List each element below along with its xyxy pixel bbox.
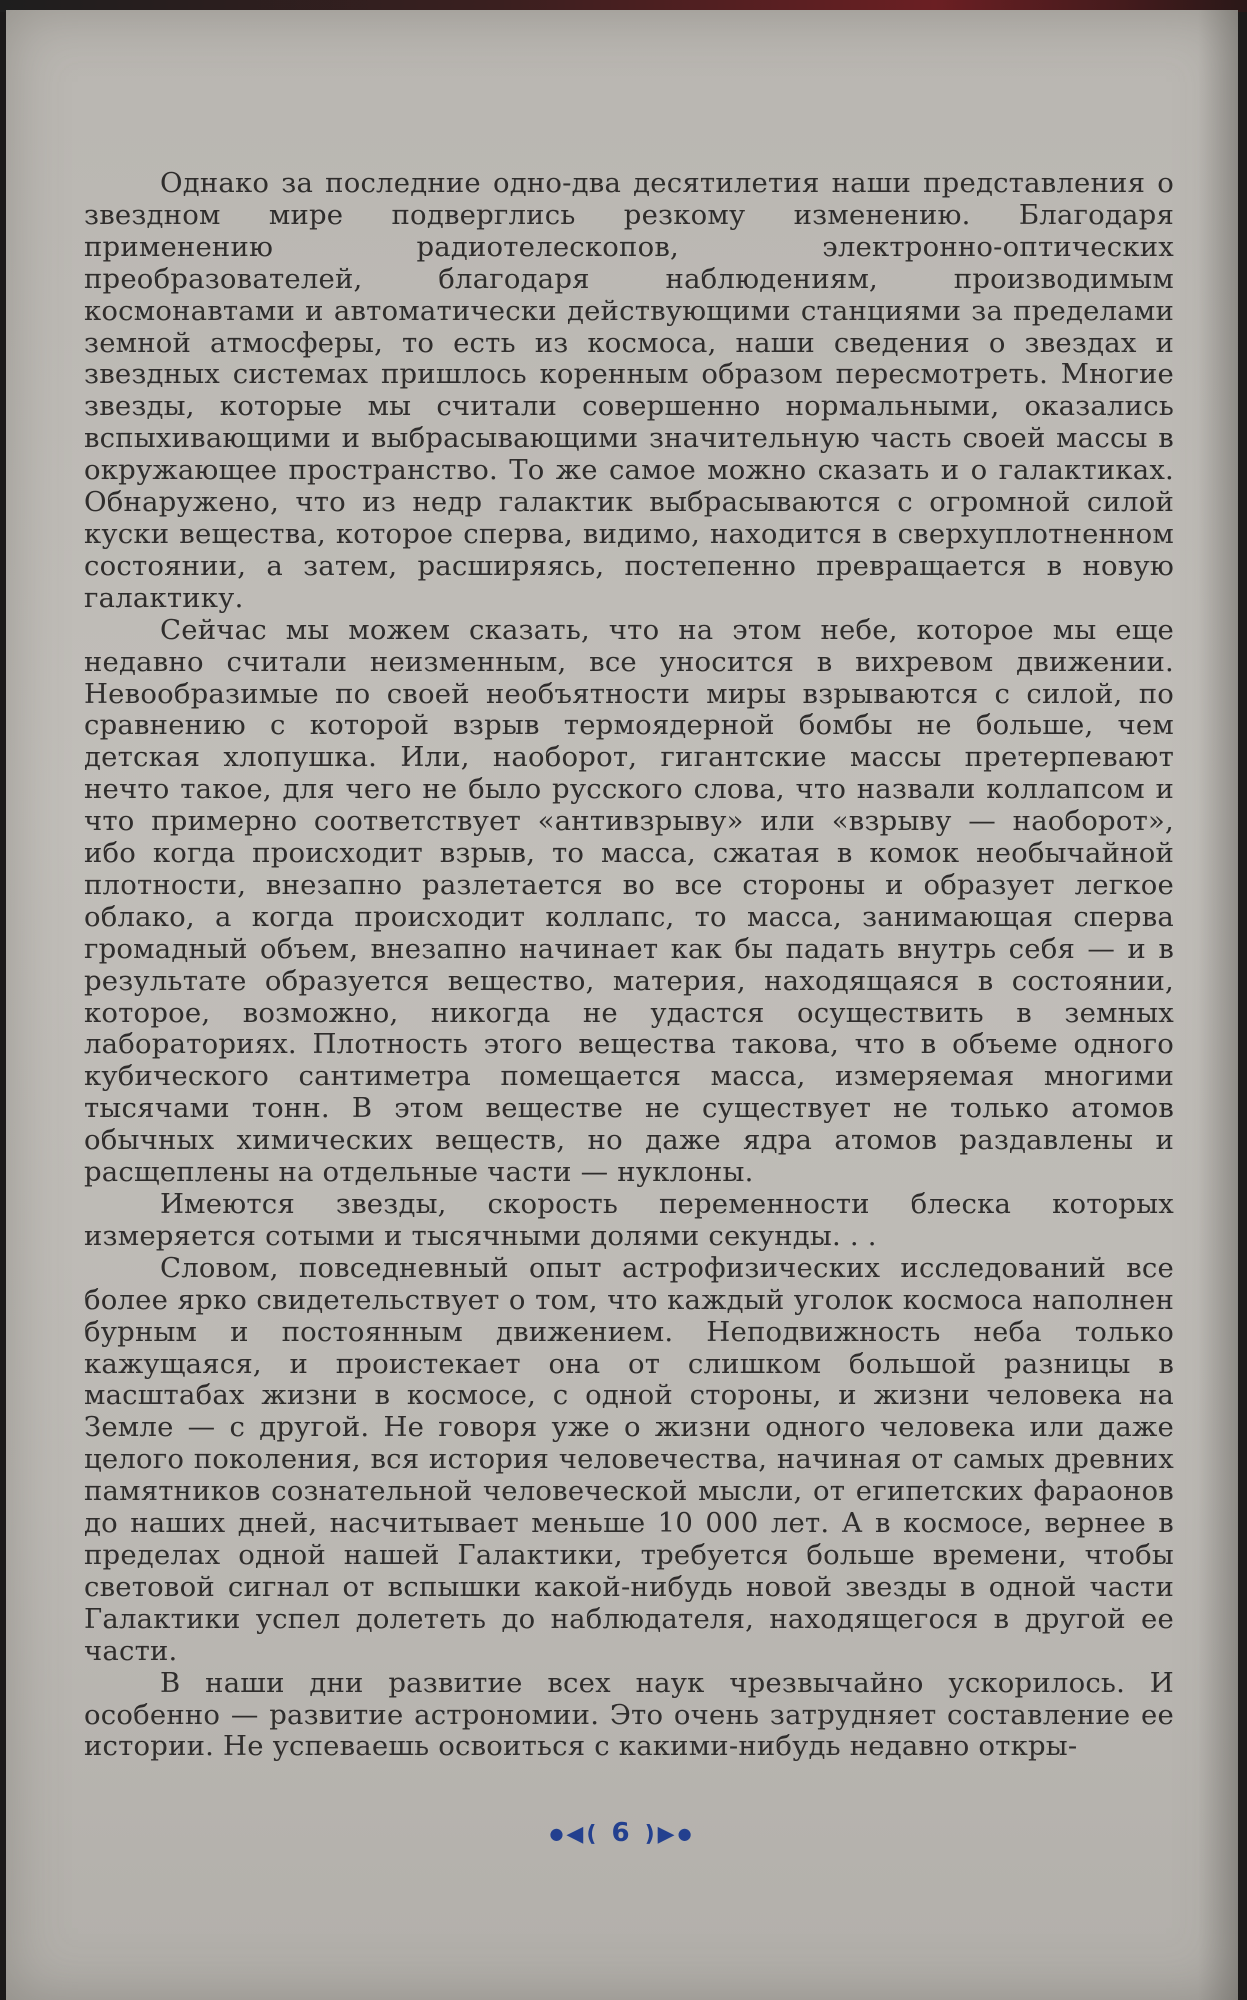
ornament-dot-left-icon: ● (549, 1824, 567, 1843)
ornament-dot-right-icon: ● (677, 1824, 695, 1843)
body-text (84, 168, 1174, 1763)
paragraph-1: Однако за последние одно-два десятилетия наши представления о звездном мире подверглись резкому изменению. Благодаря применению радиотелескопов, электронно-оптических преобразователей, благодаря наблюдениям, производимым космонавтами и автоматически действующими станциями за пределами земной атмосферы, то есть из космоса, наши сведения о звездах и звездных системах пришлось коренным образом пересмотреть. Многие звезды, которые мы считали совершенно нормальными, оказались вспыхивающими и выбрасывающими значительную часть своей массы в окружающее пространство. То же самое можно сказать и о галактиках. Обнаружено, что из недр галактик выбрасываются с огромной силой куски вещества, которое сперва, видимо, находится в сверхуплотненном состоянии, а затем, расширяясь, постепенно превращается в новую галактику. (84, 167, 1174, 614)
paragraph-5: В наши дни развитие всех наук чрезвычайно ускорилось. И особенно — развитие астрономии. Это очень затрудняет составление ее истории. Не успеваешь освоиться с какими-нибудь недавно откры- (84, 1666, 1174, 1763)
paragraph-3: Имеются звезды, скорость переменности блеска которых измеряется сотыми и тысячными долями секунды. . . (84, 1188, 1174, 1252)
page-shadow (1198, 10, 1238, 2000)
book-page (6, 10, 1238, 2000)
ornament-bracket-right-icon: )▶ (644, 1822, 678, 1847)
paragraph-4: Словом, повседневный опыт астрофизических исследований все более ярко свидетельствует о том, что каждый уголок космоса наполнен бурным и постоянным движением. Неподвижность неба только кажущаяся, и проистекает она от слишком большой разницы в масштабах жизни в космосе, с одной стороны, и жизни человека на Земле — с другой. Не говоря уже о жизни одного человека или даже целого поколения, вся история человечества, начиная от самых древних памятников сознательной человеческой мысли, от египетских фараонов до наших дней, насчитывает меньше 10 000 лет. А в космосе, вернее в пределах одной нашей Галактики, требуется больше времени, чтобы световой сигнал от вспышки какой-нибудь новой звезды в одной части Галактики успел долететь до наблюдателя, находящегося в другой ее части. (84, 1251, 1174, 1667)
page-number-ornament (6, 1818, 1238, 1848)
page-number: 6 (611, 1818, 633, 1848)
ornament-bracket-left-icon: ◀( (566, 1822, 600, 1847)
paragraph-2: Сейчас мы можем сказать, что на этом небе, которое мы еще недавно считали неизменным, все уносится в вихревом движении. Невообразимые по своей необъятности миры взрываются с силой, по сравнению с которой взрыв термоядерной бомбы не больше, чем детская хлопушка. Или, наоборот, гигантские массы претерпевают нечто такое, для чего не было русского слова, что назвали коллапсом и что примерно соответствует «антивзрыву» или «взрыву — наоборот», ибо когда происходит взрыв, то масса, сжатая в комок необычайной плотности, внезапно разлетается во все стороны и образует легкое облако, а когда происходит коллапс, то масса, занимающая сперва громадный объем, внезапно начинает как бы падать внутрь себя — и в результате образуется вещество, материя, находящаяся в состоянии, которое, возможно, никогда не удастся осуществить в земных лабораториях. Плотность этого вещества такова, что в объеме одного кубического сантиметра помещается масса, измеряемая многими тысячами тонн. В этом веществе не существует не только атомов обычных химических веществ, но даже ядра атомов раздавлены и расщеплены на отдельные части — нуклоны. (84, 613, 1174, 1189)
